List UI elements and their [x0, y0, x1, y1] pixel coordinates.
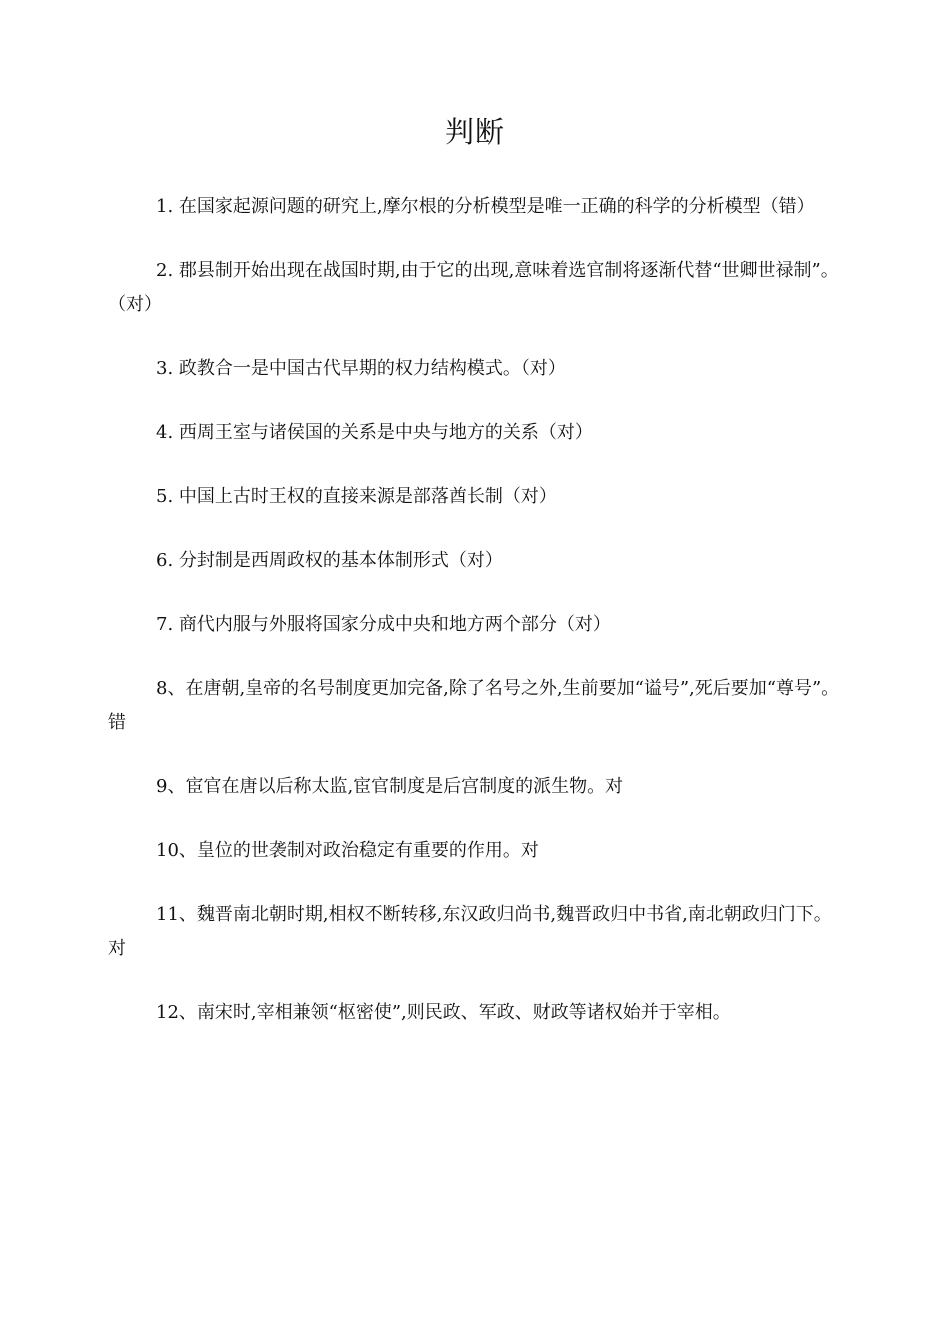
- question-item-2: 2. 郡县制开始出现在战国时期,由于它的出现,意味着选官制将逐渐代替“世卿世禄制”。（对）: [108, 260, 839, 315]
- question-item-12: 12、南宋时,宰相兼领“枢密使”,则民政、军政、财政等诸权始并于宰相。: [156, 1002, 731, 1023]
- question-item-3: 3. 政教合一是中国古代早期的权力结构模式。（对）: [156, 358, 566, 379]
- question-list: [108, 190, 843, 1060]
- question-item-1: 1. 在国家起源问题的研究上,摩尔根的分析模型是唯一正确的科学的分析模型（错）: [156, 196, 815, 217]
- question-item-10: 10、皇位的世袭制对政治稳定有重要的作用。对: [156, 840, 539, 861]
- page-title: 判断: [444, 115, 505, 149]
- question-item-4: 4. 西周王室与诸侯国的关系是中央与地方的关系（对）: [156, 422, 593, 443]
- question-item-7: 7. 商代内服与外服将国家分成中央和地方两个部分（对）: [156, 614, 611, 635]
- question-item-9: 9、宦官在唐以后称太监,宦官制度是后宫制度的派生物。对: [156, 776, 624, 797]
- question-item-6: 6. 分封制是西周政权的基本体制形式（对）: [156, 550, 503, 571]
- question-item-11: 11、魏晋南北朝时期,相权不断转移,东汉政归尚书,魏晋政归中书省,南北朝政归门下。对: [108, 904, 832, 959]
- question-item-8: 8、在唐朝,皇帝的名号制度更加完备,除了名号之外,生前要加“谥号”,死后要加“尊号”。错: [108, 678, 840, 733]
- question-item-5: 5. 中国上古时王权的直接来源是部落酋长制（对）: [156, 486, 557, 507]
